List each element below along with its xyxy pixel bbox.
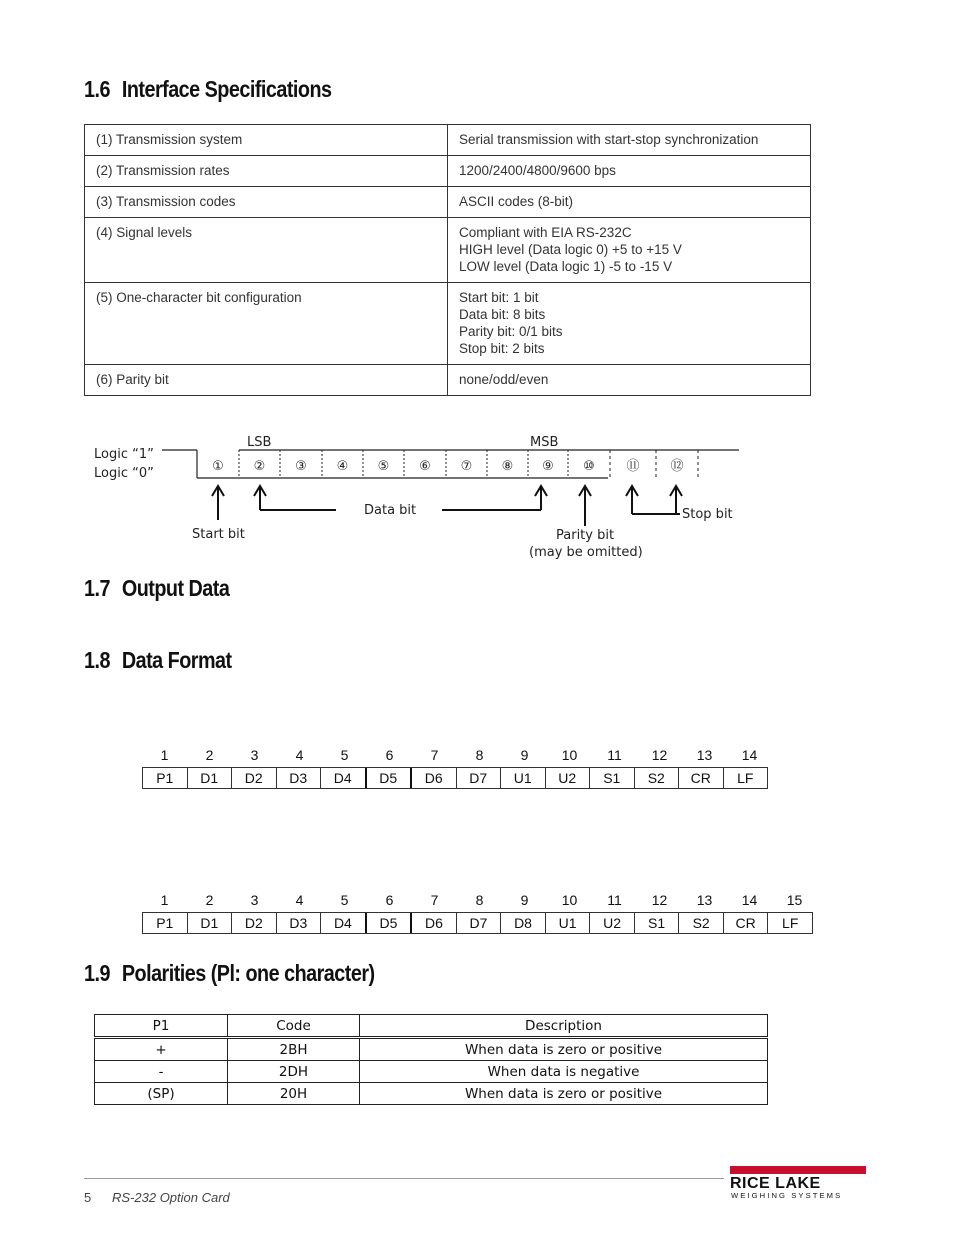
byte-field: D5: [367, 768, 413, 788]
data-format-15-chars: [142, 892, 817, 934]
spec-row: [85, 365, 811, 396]
polarity-cell: When data is zero or positive: [360, 1038, 768, 1061]
polarity-cell: When data is negative: [360, 1061, 768, 1083]
interface-spec-table: [84, 124, 811, 396]
spec-value-line: HIGH level (Data logic 0) +5 to +15 V: [459, 242, 682, 257]
byte-field: U2: [590, 913, 635, 933]
polarity-cell: 2DH: [228, 1061, 360, 1083]
byte-field: S2: [635, 768, 680, 788]
parity-note-label: (may be omitted): [529, 545, 643, 560]
byte-position: 1: [160, 747, 169, 763]
byte-position: 7: [430, 747, 439, 763]
spec-value: [448, 156, 811, 187]
byte-field: LF: [737, 770, 754, 786]
byte-field: U2: [546, 768, 591, 788]
bit-number-label: ①: [212, 459, 224, 474]
data-format-14-chars: [142, 747, 772, 789]
byte-field: CR: [724, 913, 769, 933]
spec-value-line: Stop bit: 2 bits: [459, 341, 545, 356]
polarity-cell: -: [95, 1061, 228, 1083]
byte-position: 1: [160, 892, 169, 908]
byte-field: D3: [277, 768, 322, 788]
spec-value: [448, 218, 811, 283]
byte-position: 6: [385, 747, 394, 763]
spec-row: [85, 218, 811, 283]
bit-number-label: ⑩: [583, 459, 595, 474]
bit-number-label: ⑫: [670, 459, 684, 474]
byte-position: 5: [340, 747, 349, 763]
polarity-cell: 2BH: [228, 1038, 360, 1061]
byte-field: D2: [232, 913, 277, 933]
bit-number-label: ②: [253, 459, 266, 474]
bit-number-label: ③: [295, 459, 307, 474]
spec-value-line: LOW level (Data logic 1) -5 to -15 V: [459, 259, 673, 274]
byte-position: 7: [430, 892, 439, 908]
byte-position: 8: [475, 892, 484, 908]
byte-position: 12: [651, 892, 668, 908]
polarity-table: [94, 1014, 768, 1105]
spec-label: (3) Transmission codes: [85, 187, 448, 218]
spec-value-line: Serial transmission with start-stop synchronization: [459, 132, 759, 147]
spec-label: (2) Transmission rates: [85, 156, 448, 187]
byte-position: 14: [741, 747, 758, 763]
lsb-label: LSB: [247, 435, 272, 450]
spec-value-line: Data bit: 8 bits: [459, 307, 546, 322]
byte-field: S1: [635, 913, 680, 933]
polarity-header-cell: Description: [360, 1015, 768, 1038]
bit-number-label: ⑥: [419, 459, 431, 474]
section-heading-1-9: 1.9 Polarities (Pl: one character): [84, 960, 375, 986]
bit-number-label: ⑪: [626, 459, 640, 474]
byte-field: D1: [188, 768, 233, 788]
stop-bit-label: Stop bit: [682, 507, 733, 522]
byte-position: 9: [520, 747, 529, 763]
byte-position-row: [142, 892, 817, 912]
byte-field: D4: [321, 913, 367, 933]
byte-field: D7: [457, 913, 502, 933]
spec-value-line: Compliant with EIA RS-232C: [459, 225, 632, 240]
byte-position: 13: [696, 892, 713, 908]
byte-position: 2: [205, 747, 214, 763]
byte-position-row: [142, 747, 772, 767]
byte-position: 13: [696, 747, 713, 763]
byte-field: D2: [232, 768, 277, 788]
polarity-row: [95, 1061, 768, 1083]
polarity-header-cell: P1: [95, 1015, 228, 1038]
byte-field: U1: [501, 768, 546, 788]
bit-number-label: ⑦: [460, 459, 473, 474]
spec-value: [448, 125, 811, 156]
byte-field: U1: [546, 913, 591, 933]
svg-text:WEIGHING SYSTEMS: WEIGHING SYSTEMS: [731, 1191, 843, 1200]
byte-position: 14: [741, 892, 758, 908]
byte-field: D1: [188, 913, 233, 933]
spec-row: [85, 283, 811, 365]
polarity-cell: 20H: [228, 1083, 360, 1105]
byte-field: CR: [679, 768, 724, 788]
byte-position: 6: [385, 892, 394, 908]
byte-position: 10: [561, 747, 578, 763]
byte-position: 3: [250, 892, 259, 908]
byte-position: 15: [786, 892, 803, 908]
byte-field: P1: [143, 768, 188, 788]
spec-row: [85, 125, 811, 156]
bit-number-label: ④: [336, 459, 349, 474]
spec-value-line: none/odd/even: [459, 372, 549, 387]
spec-label: (6) Parity bit: [85, 365, 448, 396]
logic-0-label: Logic “0”: [94, 466, 154, 481]
byte-field: D6: [412, 913, 457, 933]
byte-position: 11: [607, 747, 622, 763]
polarity-row: [95, 1083, 768, 1105]
polarity-header-row: [95, 1015, 768, 1038]
polarity-cell: +: [95, 1038, 228, 1061]
byte-field: S2: [679, 913, 724, 933]
spec-label: (4) Signal levels: [85, 218, 448, 283]
byte-field: D7: [457, 768, 502, 788]
spec-value: [448, 187, 811, 218]
byte-field: D3: [277, 913, 322, 933]
byte-position: 12: [651, 747, 668, 763]
start-bit-label: Start bit: [192, 527, 245, 542]
byte-field: D4: [321, 768, 367, 788]
byte-field: P1: [143, 913, 188, 933]
parity-bit-label: Parity bit: [556, 528, 615, 543]
byte-field-row: [142, 912, 813, 934]
spec-value: [448, 283, 811, 365]
byte-position: 2: [205, 892, 214, 908]
byte-position: 9: [520, 892, 529, 908]
bit-number-label: ⑤: [377, 459, 390, 474]
spec-row: [85, 187, 811, 218]
section-heading-1-8: 1.8 Data Format: [84, 647, 232, 673]
polarity-header-cell: Code: [228, 1015, 360, 1038]
bit-timing-diagram: [84, 428, 764, 568]
bit-number-label: ⑨: [542, 459, 554, 474]
page-number: 5: [84, 1190, 92, 1205]
polarity-cell: When data is zero or positive: [360, 1083, 768, 1105]
section-heading-1-7: 1.7 Output Data: [84, 575, 230, 601]
spec-label: (5) One-character bit configuration: [85, 283, 448, 365]
logic-1-label: Logic “1”: [94, 447, 154, 462]
byte-field: D5: [367, 913, 413, 933]
byte-field: S1: [590, 768, 635, 788]
polarity-row: [95, 1038, 768, 1061]
spec-value: [448, 365, 811, 396]
byte-field: D8: [501, 913, 546, 933]
spec-value-line: Parity bit: 0/1 bits: [459, 324, 563, 339]
byte-position: 3: [250, 747, 259, 763]
spec-value-line: Start bit: 1 bit: [459, 290, 539, 305]
rice-lake-logo: [730, 1166, 870, 1202]
bit-number-label: ⑧: [501, 459, 514, 474]
spec-label: (1) Transmission system: [85, 125, 448, 156]
byte-field-row: [142, 767, 768, 789]
spec-value-line: ASCII codes (8-bit): [459, 194, 574, 209]
polarity-cell: (SP): [95, 1083, 228, 1105]
byte-position: 10: [561, 892, 578, 908]
byte-position: 11: [607, 892, 622, 908]
data-bit-label: Data bit: [364, 503, 417, 518]
byte-position: 5: [340, 892, 349, 908]
msb-label: MSB: [530, 435, 559, 450]
spec-value-line: 1200/2400/4800/9600 bps: [459, 163, 616, 178]
svg-text:RICE LAKE: RICE LAKE: [730, 1175, 821, 1192]
byte-field: LF: [782, 915, 799, 931]
byte-position: 4: [295, 892, 304, 908]
footer-rule: [84, 1178, 724, 1179]
byte-position: 8: [475, 747, 484, 763]
section-heading-1-6: 1.6 Interface Specifications: [84, 76, 332, 102]
spec-row: [85, 156, 811, 187]
document-name: RS-232 Option Card: [112, 1190, 230, 1205]
byte-position: 4: [295, 747, 304, 763]
byte-field: D6: [412, 768, 457, 788]
